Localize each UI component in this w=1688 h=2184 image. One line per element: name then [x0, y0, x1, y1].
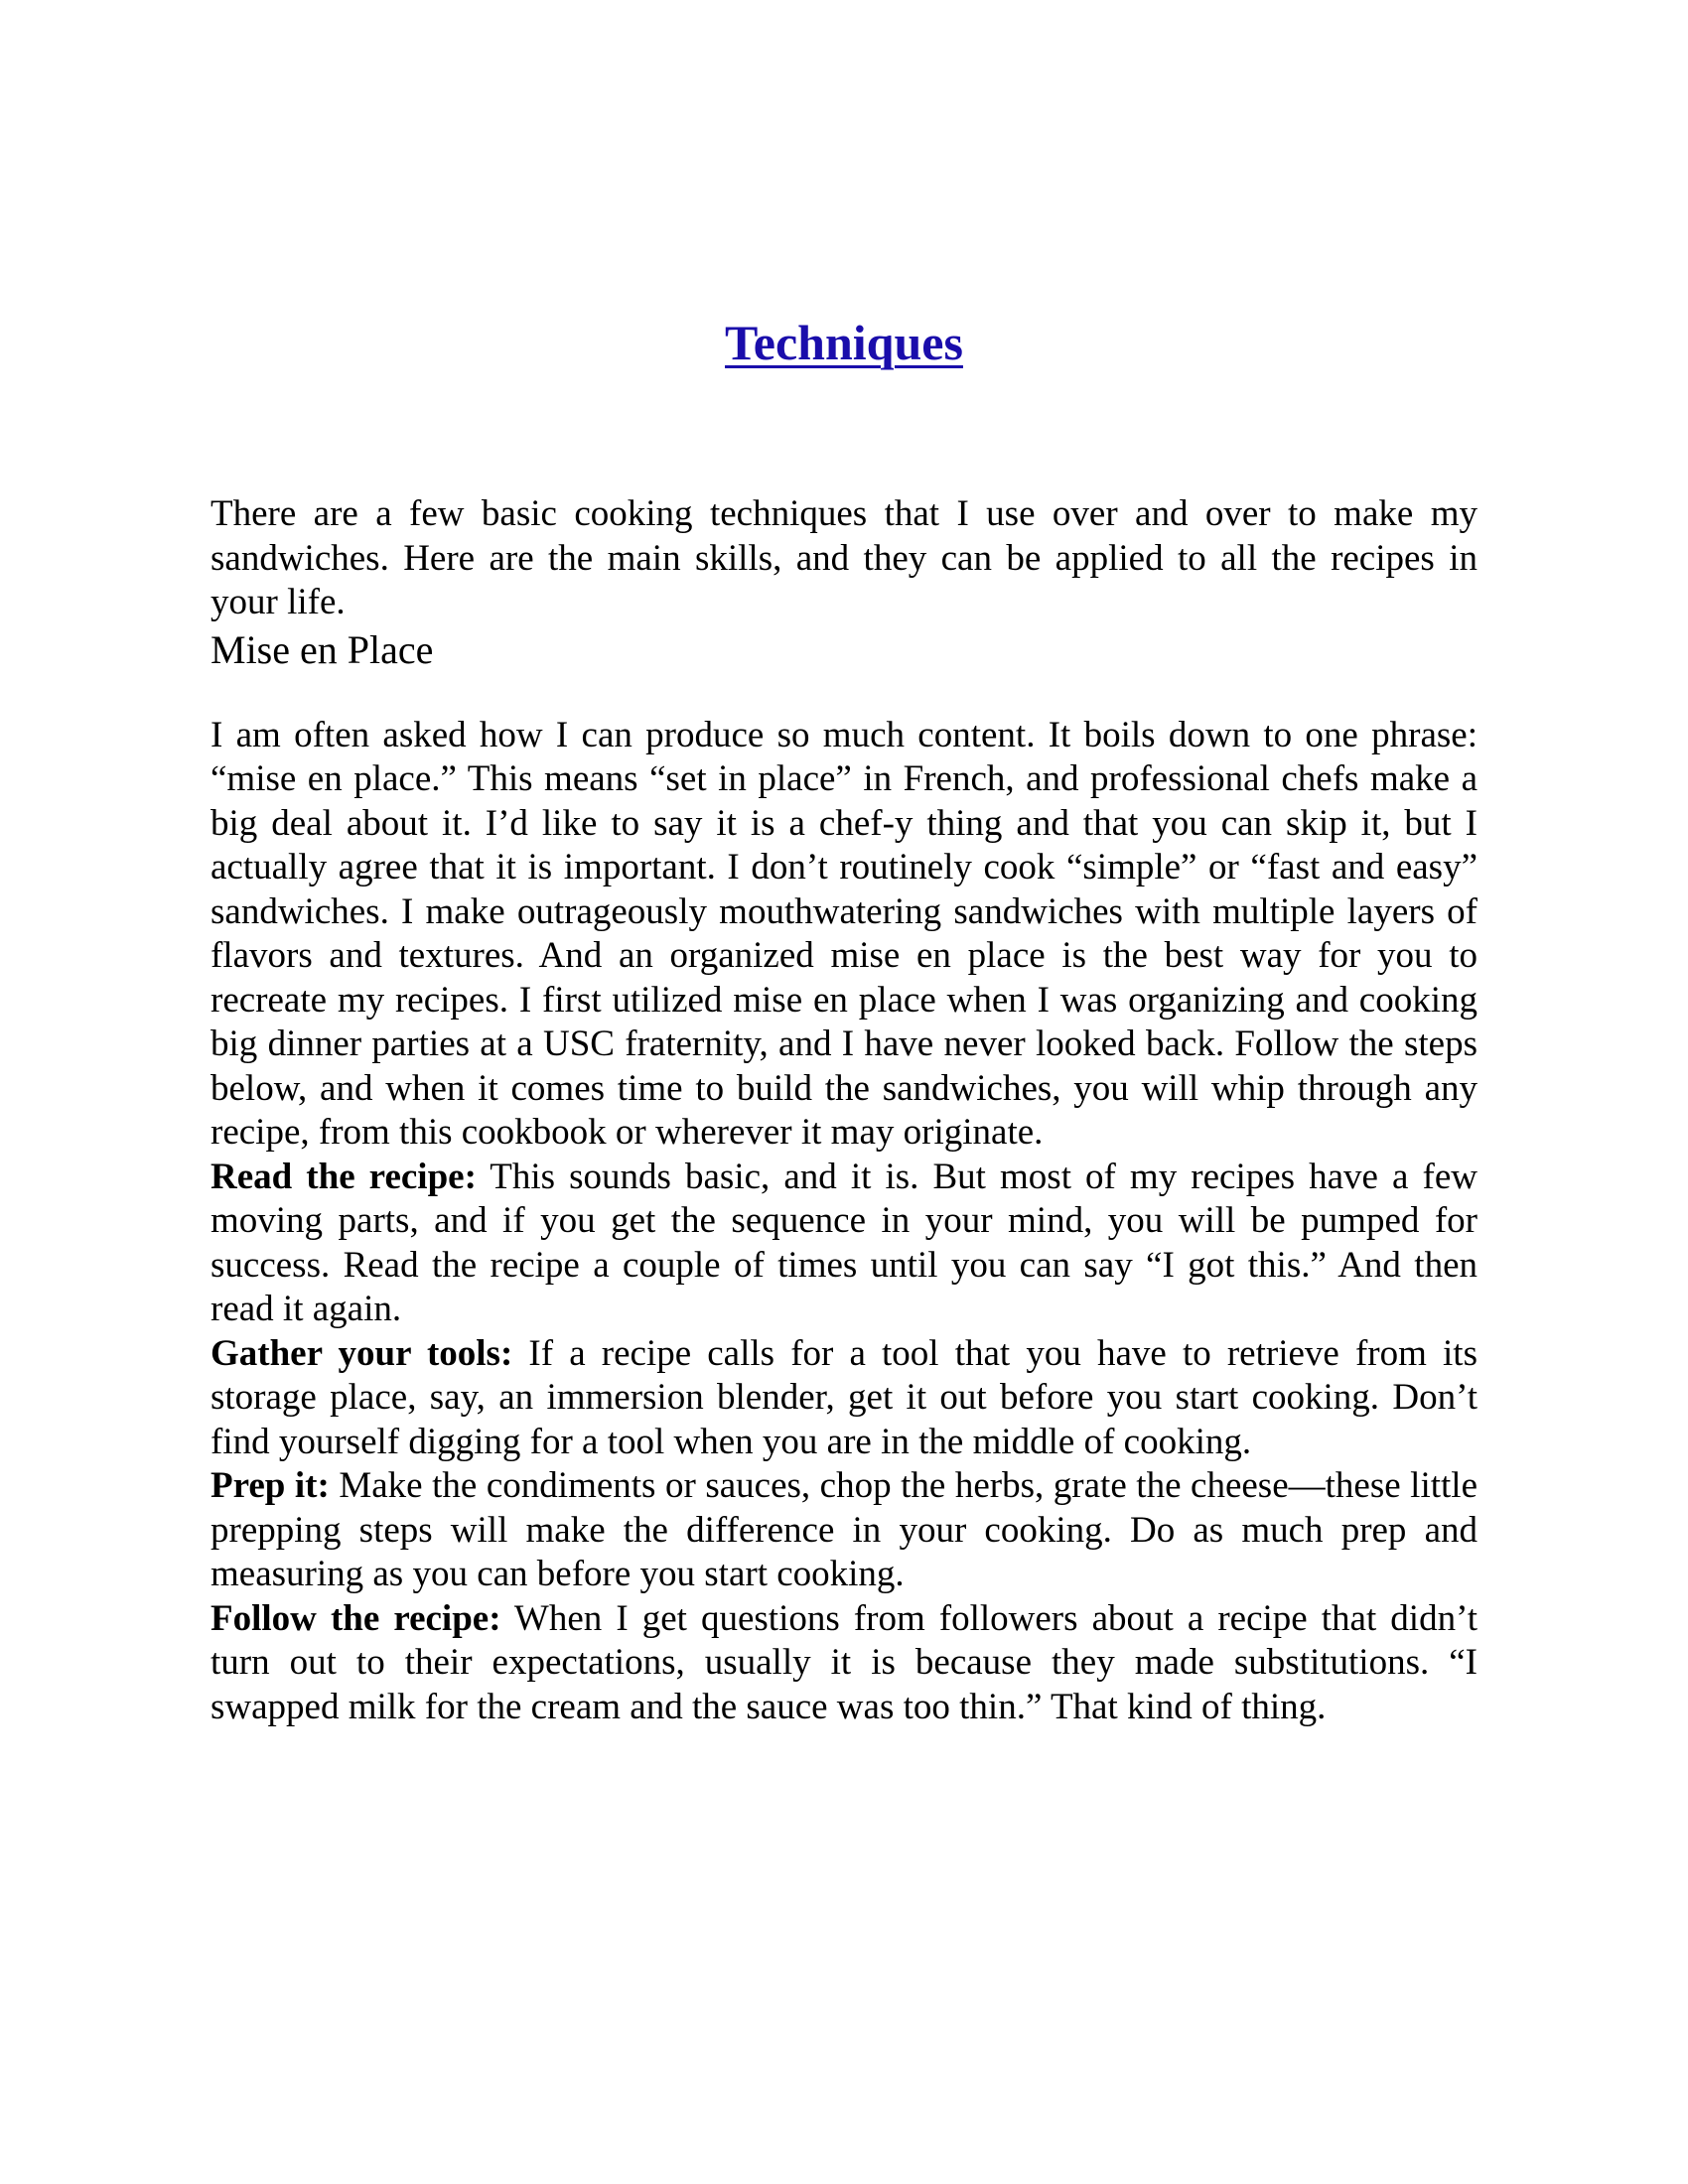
- section-heading: Mise en Place: [211, 626, 434, 672]
- section-paragraph: I am often asked how I can produce so much content. It boils down to one phrase: “mise en place.” This means “set in place” in French, and professional chefs make a big deal about it. I’d like to say it is a chef-y thing and that you can skip it, but I actually agree that it is important. I don’t routinely cook “simple” or “fast and easy” sandwiches. I make outrageously mouthwatering sandwiches with multiple layers of flavors and textures. And an organized mise en place is the best way for you to recreate my recipes. I first utilized mise en place when I was organizing and cooking big dinner parties at a USC fraternity, and I have never looked back. Follow the steps below, and when it comes time to build the sandwiches, you will whip through any recipe, from this cookbook or wherever it may originate.: [211, 714, 1477, 1153]
- step-follow-recipe: [211, 1597, 1477, 1730]
- step-text: This sounds basic, and it is. But most of my recipes have a few moving parts, and if you get the sequence in your mind, you will be pumped for success. Read the recipe a couple of times until you can say “I got this.” And then read it again.: [211, 1156, 1477, 1329]
- document-body: [211, 492, 1477, 1729]
- intro-paragraph: There are a few basic cooking techniques that I use over and over to make my sandwiches. Here are the main skills, and they can be applied to all the recipes in your life.: [211, 493, 1477, 622]
- step-read-recipe: [211, 1156, 1477, 1332]
- step-text: Make the condiments or sauces, chop the herbs, grate the cheese—these little prepping steps will make the difference in your cooking. Do as much prep and measuring as you can before you start cooking.: [211, 1465, 1477, 1594]
- page-title: [0, 308, 1688, 377]
- step-lead: Gather your tools:: [211, 1332, 513, 1374]
- step-gather-tools: [211, 1332, 1477, 1465]
- step-lead: Read the recipe:: [211, 1156, 477, 1197]
- title-link[interactable]: Techniques: [725, 315, 963, 370]
- step-text: If a recipe calls for a tool that you have to retrieve from its storage place, say, an immersion blender, get it out before you start cooking. Don’t find yourself digging for a tool when you are in the middle of cooking.: [211, 1332, 1477, 1462]
- step-lead: Follow the recipe:: [211, 1597, 501, 1639]
- step-lead: Prep it:: [211, 1465, 330, 1506]
- step-text: When I get questions from followers about a recipe that didn’t turn out to their expectations, usually it is because they made substitutions. “I swapped milk for the cream and the sauce was too thin.” That kind of thing.: [211, 1597, 1477, 1727]
- step-prep-it: [211, 1464, 1477, 1597]
